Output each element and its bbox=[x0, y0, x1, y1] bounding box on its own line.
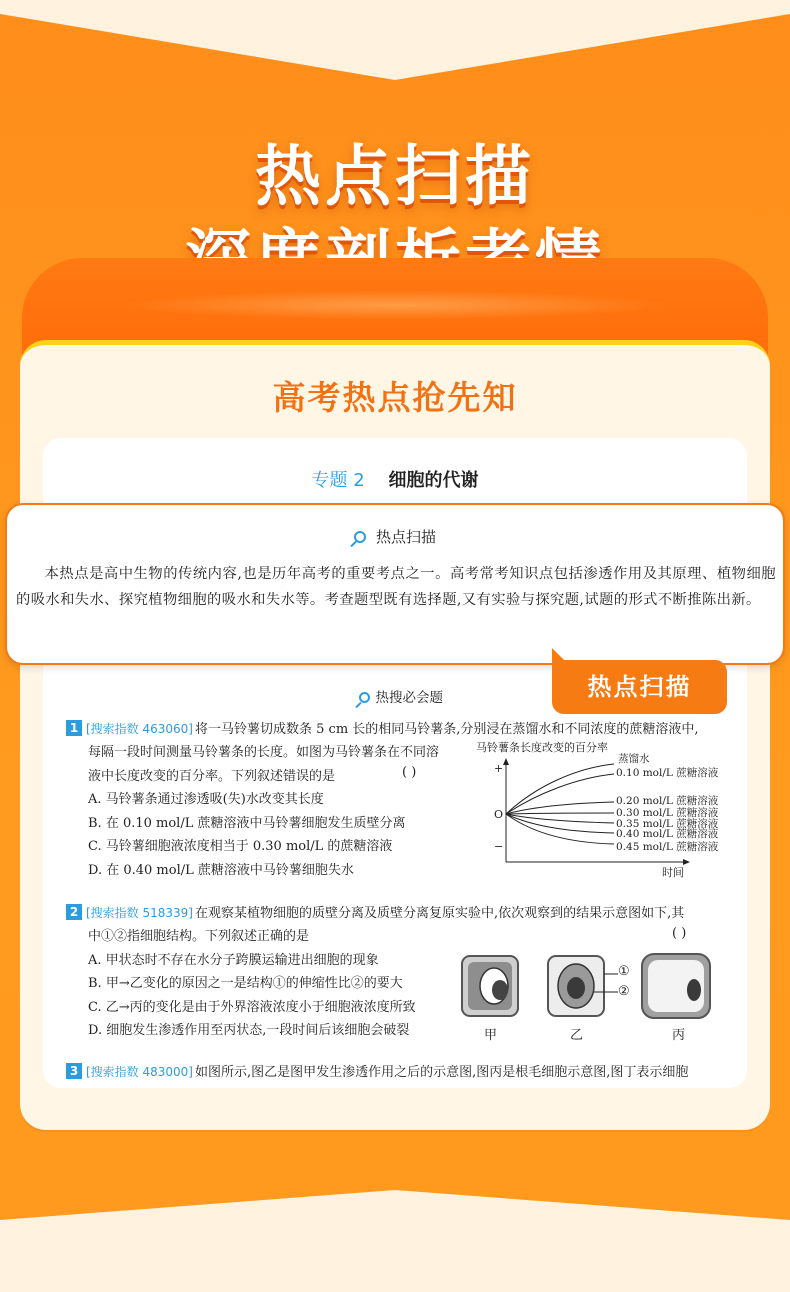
curve-label: 0.35 mol/L 蔗糖溶液 bbox=[616, 818, 719, 830]
search-index: [搜索指数 483000] bbox=[86, 1065, 193, 1079]
question-text: 中①②指细胞结构。下列叙述正确的是 bbox=[88, 929, 310, 944]
must-know-heading bbox=[43, 686, 463, 706]
graph-minus: − bbox=[494, 840, 504, 853]
subject-heading bbox=[43, 466, 747, 492]
cell-yi bbox=[548, 956, 618, 1016]
hotspot-badge: 热点扫描 bbox=[552, 660, 727, 714]
curve-label: 0.40 mol/L 蔗糖溶液 bbox=[616, 828, 719, 840]
question-text: 液中长度改变的百分率。下列叙述错误的是 bbox=[88, 768, 336, 784]
hotspot-heading-label: 热点扫描 bbox=[375, 528, 436, 546]
magnifier-icon bbox=[359, 692, 370, 703]
option-a: A. 马铃薯条通过渗透吸(失)水改变其长度 bbox=[88, 792, 324, 807]
curve-label: 0.45 mol/L 蔗糖溶液 bbox=[616, 841, 719, 853]
answer-paren: ( ) bbox=[672, 926, 687, 941]
question-text: 每隔一段时间测量马铃薯条的长度。如图为马铃薯条在不同溶 bbox=[88, 745, 440, 760]
magnifier-icon bbox=[354, 531, 366, 543]
question-number: 2 bbox=[66, 904, 82, 920]
option-b: B. 在 0.10 mol/L 蔗糖溶液中马铃薯细胞发生质壁分离 bbox=[88, 815, 406, 831]
marker-2: ② bbox=[618, 984, 630, 999]
question-2-stem bbox=[88, 925, 468, 1043]
subject-name: 细胞的代谢 bbox=[388, 470, 479, 491]
cell-jia bbox=[462, 956, 518, 1016]
panel-glow bbox=[120, 290, 670, 320]
option-c: C. 马铃薯细胞液浓度相当于 0.30 mol/L 的蔗糖溶液 bbox=[88, 839, 393, 854]
option-d: D. 细胞发生渗透作用至丙状态,一段时间后该细胞会破裂 bbox=[88, 1023, 410, 1038]
search-index: [搜索指数 463060] bbox=[86, 722, 193, 736]
curve-label: 蒸馏水 bbox=[618, 753, 650, 765]
must-know-label: 热搜必会题 bbox=[375, 690, 443, 706]
question-text: 将一马铃薯切成数条 5 cm 长的相同马铃薯条,分别浸在蒸馏水和不同浓度的蔗糖溶液中, bbox=[195, 722, 699, 737]
question-text: 如图所示,图乙是图甲发生渗透作用之后的示意图,图丙是根毛细胞示意图,图丁表示细胞 bbox=[195, 1065, 689, 1080]
graph-xlabel: 时间 bbox=[662, 866, 684, 878]
curve-label: 0.20 mol/L 蔗糖溶液 bbox=[616, 795, 719, 807]
label-bing: 丙 bbox=[672, 1028, 686, 1043]
panel-title: 高考热点抢先知 bbox=[272, 378, 518, 417]
hotspot-heading bbox=[5, 526, 785, 547]
option-c: C. 乙→丙的变化是由于外界溶液浓度小于细胞液浓度所致 bbox=[88, 999, 416, 1015]
curve-water bbox=[506, 764, 614, 814]
option-d: D. 在 0.40 mol/L 蔗糖溶液中马铃薯细胞失水 bbox=[88, 862, 354, 878]
label-jia: 甲 bbox=[484, 1028, 498, 1043]
answer-paren: ( ) bbox=[402, 765, 417, 780]
plant-cell-figure bbox=[460, 950, 730, 1040]
question-1-stem bbox=[88, 741, 468, 882]
question-number: 1 bbox=[66, 720, 82, 736]
graph-plus: + bbox=[494, 762, 504, 775]
option-b: B. 甲→乙变化的原因之一是结构①的伸缩性比②的要大 bbox=[88, 976, 403, 991]
length-change-graph bbox=[466, 738, 728, 878]
marker-1: ① bbox=[618, 964, 630, 979]
curve-label: 0.10 mol/L 蔗糖溶液 bbox=[616, 767, 719, 779]
curve-030 bbox=[506, 813, 614, 814]
hero-line-1: 热点扫描 bbox=[255, 138, 535, 215]
cell-bing bbox=[642, 954, 710, 1018]
bottom-banner-decoration bbox=[0, 1190, 790, 1292]
question-text: 在观察某植物细胞的质壁分离及质壁分离复原实验中,依次观察到的结果示意图如下,其 bbox=[195, 906, 685, 921]
graph-title: 马铃薯条长度改变的百分率 bbox=[476, 741, 608, 754]
curve-010 bbox=[506, 774, 614, 814]
top-banner-decoration bbox=[0, 0, 790, 90]
question-2-line-1 bbox=[66, 902, 746, 926]
graph-origin: O bbox=[494, 808, 504, 821]
question-number: 3 bbox=[66, 1063, 82, 1079]
hotspot-text: 本热点是高中生物的传统内容,也是历年高考的重要考点之一。高考常考知识点包括渗透作用及其原理、植物细胞的吸水和失水、探究植物细胞的吸水和失水等。考查题型既有选择题,又有实验与探究题,试题的形式不断推陈出新。 bbox=[16, 566, 776, 608]
subject-number: 专题 2 bbox=[311, 470, 365, 491]
curve-label: 0.30 mol/L 蔗糖溶液 bbox=[616, 807, 719, 819]
search-index: [搜索指数 518339] bbox=[86, 906, 193, 920]
curve-035 bbox=[506, 814, 614, 823]
label-yi: 乙 bbox=[570, 1028, 584, 1043]
option-a: A. 甲状态时不存在水分子跨膜运输进出细胞的现象 bbox=[88, 952, 379, 968]
question-3-line-1 bbox=[66, 1061, 746, 1085]
